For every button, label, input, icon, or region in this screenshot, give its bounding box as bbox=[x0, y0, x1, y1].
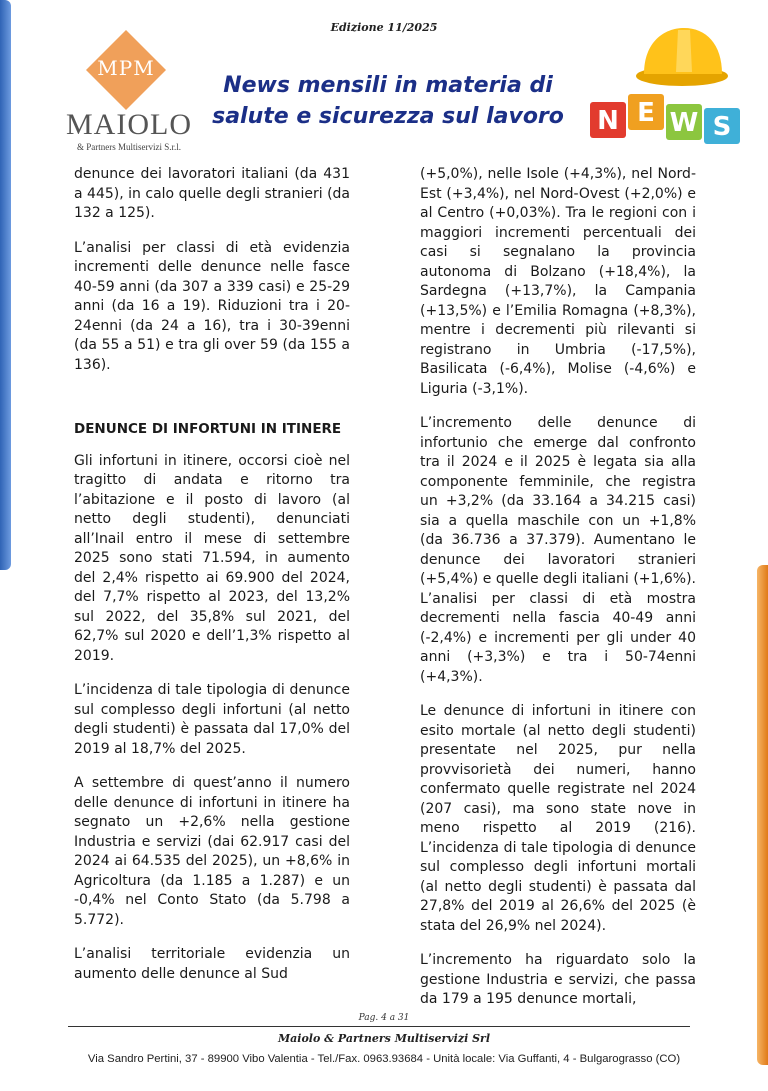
logo-subtitle: & Partners Multiservizi S.r.l. bbox=[77, 142, 181, 152]
paragraph: A settembre di quest’anno il numero delle denunce di infortuni in itinere ha segnato un +2,6% nella gestione Industria e servizi (dai 62.917 casi del 2024 ai 64.535 del 2025), un +8,6% in Agricoltura (da 1.185 a 1.287) e un -0,4% nel Conto Stato (da 5.798 a 5.772). bbox=[74, 775, 350, 928]
paragraph: Gli infortuni in itinere, occorsi cioè nel tragitto di andata e ritorno tra l’abitazione e il posto di lavoro (al netto degli studenti), denunciati all’Inail entro il mese di settembre 2025 sono stati 71.594, in aumento del 2,4% rispetto ai 69.900 del 2024, del 7,7% rispetto al 2023, del 13,2% sul 2022, del 35,8% sul 2021, del 62,7% sul 2020 e dell’1,3% rispetto al 2019. bbox=[74, 452, 350, 664]
news-blocks-icon bbox=[590, 94, 740, 144]
section-heading: DENUNCE DI INFORTUNI IN ITINERE bbox=[74, 421, 342, 437]
news-letter-e: E bbox=[637, 98, 655, 128]
left-decorative-bar bbox=[0, 0, 11, 570]
title-line-1: News mensili in materia di bbox=[223, 73, 553, 98]
page-number: Pag. 4 a 31 bbox=[358, 1013, 410, 1023]
company-logo bbox=[66, 28, 192, 152]
page-title bbox=[198, 70, 578, 132]
left-column bbox=[74, 165, 350, 999]
news-decoration bbox=[580, 20, 760, 150]
news-letter-w: W bbox=[669, 108, 699, 138]
paragraph: L’incremento ha riguardato solo la gestione Industria e servizi, che passa da 179 a 195 denunce mortali, bbox=[420, 952, 696, 1007]
footer-address: Via Sandro Pertini, 37 - 89900 Vibo Valentia - Tel./Fax. 0963.93684 - Unità locale: Via Guffanti, 4 - Bulgarograsso (CO) bbox=[87, 1053, 681, 1065]
paragraph: L’analisi per classi di età evidenzia incrementi delle denunce nelle fasce 40-59 anni (da 307 a 339 casi) e 25-29 anni (da 16 a 19). Riduzioni tra i 20-24enni (da 24 a 16), tra i 30-39enni (da 55 a 51) e tra gli over 59 (da 155 a 136). bbox=[74, 239, 350, 373]
news-letter-n: N bbox=[597, 106, 619, 136]
paragraph: denunce dei lavoratori italiani (da 431 a 445), in calo quelle degli stranieri (da 132 a 125). bbox=[74, 166, 350, 221]
news-letter-s: S bbox=[712, 112, 732, 142]
footer-divider bbox=[68, 1026, 690, 1027]
paragraph: Le denunce di infortuni in itinere con esito mortale (al netto degli studenti) presentate nel 2025, pur nella provvisorietà dei numeri, hanno confermato quelle registrate nel 2024 (207 casi), ma sono state nove in meno rispetto al 2019 (216). L’incidenza di tale tipologia di denunce sul complesso degli infortuni mortali (al netto degli studenti) è passata dal 27,8% del 2019 al 26,6% del 2025 (è stata del 26,9% nel 2024). bbox=[420, 703, 696, 934]
paragraph: (+5,0%), nelle Isole (+4,3%), nel Nord-Est (+3,4%), nel Nord-Ovest (+2,0%) e al Centro (+0,03%). Tra le regioni con i maggiori incrementi percentuali dei casi si segnalano la provincia autonoma di Bolzano (+18,4%), la Sardegna (+13,7%), la Campania (+13,5%) e l’Emilia Romagna (+8,3%), mentre i decrementi più rilevanti si registrano in Umbria (-17,5%), Basilicata (-6,4%), Molise (-4,6%) e Liguria (-3,1%). bbox=[420, 166, 696, 397]
edition-label: Edizione 11/2025 bbox=[330, 21, 438, 34]
paragraph: L’analisi territoriale evidenzia un aumento delle denunce al Sud bbox=[74, 946, 350, 982]
right-decorative-bar bbox=[757, 565, 768, 1065]
title-line-2: salute e sicurezza sul lavoro bbox=[212, 104, 564, 129]
right-column bbox=[420, 165, 696, 1025]
paragraph: L’incremento delle denunce di infortunio che emerge dal confronto tra il 2024 e il 2025 è legata sia alla componente femminile, che registra un +3,2% (da 33.164 a 34.215 casi) sia a quella maschile con un +1,8% (da 36.736 a 37.379). Aumentano le denunce dei lavoratori stranieri (+5,4%) e quelle degli italiani (+1,6%). L’analisi per classi di età mostra decrementi nella fascia 40-49 anni (-2,4%) e incrementi per gli under 40 anni (+3,3%) e tra i 50-74enni (+4,3%). bbox=[420, 415, 696, 685]
logo-mark: MPM bbox=[97, 56, 155, 80]
paragraph: L’incidenza di tale tipologia di denunce sul complesso degli infortuni (al netto degli studenti) è passata dal 17,0% del 2019 al 18,7% del 2025. bbox=[74, 682, 350, 757]
hard-hat-icon bbox=[636, 28, 728, 86]
footer-company: Maiolo & Partners Multiservizi Srl bbox=[277, 1032, 491, 1045]
logo-name: MAIOLO bbox=[66, 108, 192, 141]
